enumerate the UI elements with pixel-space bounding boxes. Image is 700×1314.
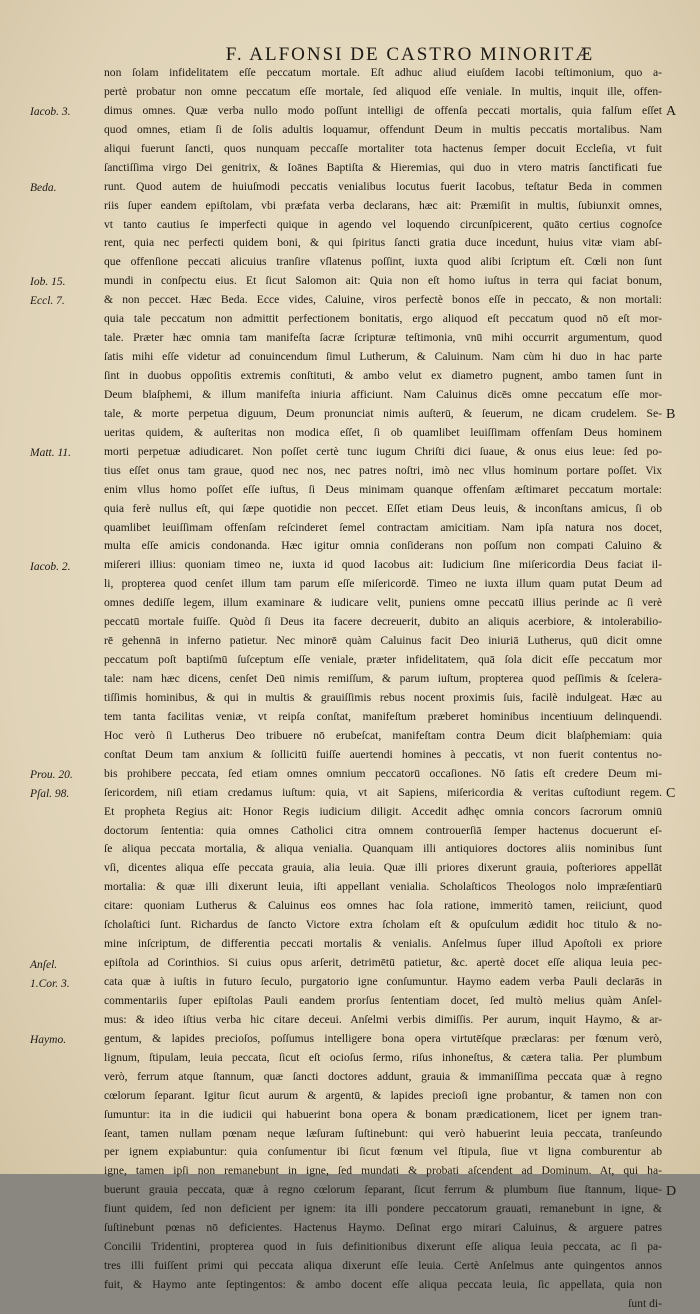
text-line: fiunt quidem, ſed non deficient per ignem: ita illi pondere peccatorum grauati, remanebunt in igne, & [104,1202,662,1216]
body-text [104,64,662,1314]
text-line: ſumuntur: ita in die iudicii qui habuerint bona opera & bonam prædicationem, licet per ignem tran- [104,1107,662,1121]
text-line: cœlorum ſeparant. Igitur ſicut aurum & argentū, & lapides precioſi igne probantur, & tamen non con [104,1088,662,1102]
text-line: tiſſimis hominibus, & qui in multis & grauiſſimis rebus nocent proximis ſuis, facilè indulgeat. Hæc au [104,690,662,704]
text-line: ſatis mihi eſſe videtur ad conuincendum ſimul Lutherum, & Caluinum. Nam cùm hi duo in hac parte [104,350,662,364]
text-line: lignum, ſtipulam, leuia peccata, ſicut eſt ocioſus ſermo, riſus inhoneſtus, & cætera talia. Per plumbum [104,1050,662,1064]
text-line: morti perpetuæ adiudicaret. Non poſſet certè tunc iugum Chriſti dici ſuaue, & onus eius leue: ſed po- [104,444,662,458]
text-line: igne, tamen ipſi non remanebunt in igne, ſed mundati & probati aſcendent ad Dominum. At, qui ha- [104,1164,662,1178]
text-line: cata quæ à iuſtis in futuro ſeculo, purgatorio igne conſumuntur. Haymo eadem verba Pauli declarās in [104,975,662,988]
text-line: Et propheta Regius ait: Honor Regis iudicium diligit. Accedit adhęc omnia concors ſacrorum omniū [104,804,662,818]
margin-reference: Anſel. [30,958,58,971]
margin-reference: Prou. 20. [30,769,73,782]
text-line: ſericordem, niſi etiam credamus iuſtum: quia, vt ait Sapiens, miſericordia & veritas cuſtodiunt regem. [104,785,662,799]
text-line: runt. Quod autem de huiuſmodi peccatis venialibus locutus fuerit Iacobus, teſtatur Beda in commen [104,179,662,193]
margin-reference: Iacob. 2. [30,560,71,573]
text-line: ueritas quidem, & auſteritas non modica eſſet, ſi ob quamlibet leuiſſimam offenſam Deus hominem [104,425,662,439]
text-line: aliqui fuerunt ſancti, quos nunquam peccaſſe mortaliter tota hactenus ſemper docuit Eccleſia, vt fuit [104,141,662,155]
text-line: ſunt di- [628,1296,662,1310]
margin-reference: Haymo. [30,1034,67,1047]
text-line: non ſolam infidelitatem eſſe peccatum mortale. Eſt adhuc aliud eiuſdem Iacobi teſtimonium, quo a- [104,66,662,79]
text-line: dimus omnes. Quæ verba nullo modo poſſunt intelligi de offenſa peccati mortalis, quia falſum eſſet [104,103,662,117]
running-header: F. ALFONSI DE CASTRO MINORITÆ [225,44,595,65]
section-letter: B [666,407,676,423]
text-line: buerunt grauia peccata, quæ à regno cœlorum ſeparant, ſicut ferrum & plumbum ſiue ſtannum, lique- [104,1183,662,1197]
text-line: miſereri illius: quoniam timeo ne, iuxta id quod Iacobus ait: Iudicium ſine miſericordia Deus faciat il- [104,558,662,572]
margin-reference: 1.Cor. 3. [30,977,70,990]
text-line: li, propterea quod cenſet illum tam parum eſſe miſericordē. Timeo ne iuxta illum quam putat Deum ad [104,577,662,591]
text-line: tale, & morte perpetua diguum, Deum pronunciat nimis auſterū, & ſeuerum, ne dicam crudelem. Se- [104,406,662,420]
text-line: verò, ferrum atque ſtannum, quæ ſancti doctores addunt, grauia & immaniſſima peccata quæ à regno [104,1069,662,1083]
text-line: quia ferè nullus eſt, qui ſæpe quotidie non peccet. Eſſet etiam Deus leuis, & inconſtans amicus, ſi ob [104,501,662,515]
margin-reference: Pſal. 98. [30,788,70,801]
text-line: rē gehennā in inferno patietur. Nec minorē quàm Caluinus facit Deo iniuriā Lutherus, quū dicit omne [104,634,662,648]
text-line: enim vllus homo poſſet eſſe iuſtus, ſi Deus minimam quanque offenſam æſtimaret peccatum mortale: [104,482,662,496]
text-line: vſi, dicentes aliqua eſſe peccata grauia, alia leuia. Quæ illi priores dixerunt grauia, poſteriores appellāt [104,861,662,875]
text-line: peccatum poſt baptiſmū ſuſceptum eſſe veniale, præter infidelitatem, quā ſola dicit eſſe peccatum mor [104,653,662,667]
text-line: tem tanta facilitas veniæ, vt reipſa conſtat, manifeſtum præberet hominibus incentiuum delinquendi. [104,709,662,723]
text-line: ſint in duobus oppoſitis extremis conſtituti, & ambo velut ex diametro pugnent, ambo tamen ſunt in [104,369,662,382]
margin-reference: Eccl. 7. [30,295,65,308]
text-line: riis ſuper eandem epiſtolam, vbi præfata verba declarans, hæc ait: Præmiſit in multis, ſubiunxit omnes, [104,198,662,212]
text-line: ſanctiſſima virgo Dei genitrix, & Ioānes Baptiſta & Hieremias, qui duo in vtero matris ſanctificati fue [104,160,662,174]
section-letter: C [666,786,676,802]
text-line: tius eſſet onus tam graue, quod nec nos, nec patres noſtri, imò nec vllus hominum portare poſſet. Vix [104,463,662,477]
text-line: & non peccet. Hæc Beda. Ecce vides, Caluine, viros perfectè bonos eſſe in peccato, & non mortali: [104,293,662,307]
text-line: Concilii Tridentini, propterea quod in ſuis definitionibus dixerunt eſſe aliqua leuia peccata, ac ſi pa- [104,1240,662,1254]
text-line: pertè probatur non omne peccatum eſſe mortale, ſed aliquod eſſe veniale. In multis, inquit ille, offen- [104,84,662,98]
text-line: que offenſione peccati alicuius tranſire vſlatenus poſſint, iuxta quod alibi ſcriptum eſt. Cœli non ſunt [104,255,662,269]
text-line: tale. Præter hæc omnia tam manifeſta ſacræ ſcripturæ teſtimonia, vnū mihi occurrit argumentum, quod [104,331,662,345]
section-letter: D [666,1184,677,1200]
text-line: multa eſſe amicis condonanda. Hæc igitur omnia conſiderans non poſſum non compati Caluino & [104,539,662,553]
text-line: omnes dediſſe legem, illum examinare & iudicare velit, puniens omne peccatū illius perinde ac ſi verè [104,596,662,610]
text-line: ſeant, tamen nullam pœnam neque læſuram ſuſtinebunt: qui verò habuerint leuia peccata, tranſeundo [104,1126,662,1140]
text-line: conſtat Deum tam anxium & ſollicitū fuiſſe auertendi homines à peccatis, vt non fuerit contentus no- [104,747,662,761]
text-line: ſuſtinebunt pœnas nō deficientes. Hactenus Haymo. Deſinat ergo mirari Caluinus, & arguere patres [104,1221,662,1235]
text-line: doctorum ſententia: quia omnes Catholici citra omnem controuerſiā ſemper hactenus docuerunt eſ- [104,823,662,837]
text-line: quia tale peccatum non admittit perfectionem bonitatis, ergo aliquod eſt peccatum quod nō eſt mor- [104,312,662,326]
margin-reference: Iob. 15. [30,276,66,289]
text-line: tres illi fuiſſent primi qui peccata aliqua dixerunt eſſe leuia. Certè Anſelmus ante quingentos annos [104,1259,662,1273]
text-line: Deum blaſphemi, & illum manifeſta iniuria afficiunt. Nam Caluinus dicēs omne peccatum eſſe mor- [104,387,662,401]
section-letter: A [666,103,677,119]
text-line: epiſtola ad Corinthios. Si cuius opus arſerit, detrimētū patietur, &c. apertè docet eſſe aliqua leuia pec- [104,956,662,970]
text-line: per ignem expiabuntur: quia conſumentur ibi ſicut fœnum vel ſtipula, ſiue vt ligna comburentur ab [104,1145,662,1159]
text-line: ſe aliqua peccata mortalia, & aliqua venialia. Quanquam illi antiquiores doctores aliis nominibus ſunt [104,842,662,856]
text-line: commentariis ſuper epiſtolas Pauli eandem prorſus ſententiam docet, ſed multò melius quàm Anſel- [104,993,662,1007]
text-line: citare: quoniam Lutherus & Caluinus eos omnes hac ſola ratione, immeritò tamen, reiiciunt, quod [104,899,662,913]
text-line: gentum, & lapides precioſos, poſſumus intelligere bona opera virtutēſque præclaras: per fœnum verò, [104,1031,662,1045]
text-line: quamlibet leuiſſimam offenſam reſcinderet ſemel contractam amicitiam. Nam ipſa natura nos docet, [104,520,662,534]
text-line: mortalia: & quæ illi dixerunt leuia, iſti appellant venialia. Scholaſticos Theologos nolo impræſentiarū [104,880,662,894]
margin-reference: Iacob. 3. [30,105,71,118]
text-line: bis prohibere peccata, ſed etiam omnes omnium peccatorū occaſiones. Nō ſatis eſt credere Deum mi- [104,766,662,780]
text-line: tale: nam hæc dicens, cenſet Deū nimis remiſſum, & parum iuſtum, propterea quod peſſimis & ſcelera- [104,672,662,685]
text-line: ſcholaſtici ſunt. Richardus de ſancto Victore extra ſcholam eſt & opuſculum ædidit hoc titulo & no- [104,918,662,932]
text-line: fuit, & Haymo ante ſeptingentos: & ambo docent eſſe aliqua peccata leuia, ſic appellata, quia non [104,1278,662,1291]
text-line: mus: & ideo iſtius verba hic citare deceui. Anſelmi verbis dimiſſis. Per aurum, inquit Haymo, & ar- [104,1012,662,1026]
text-line: mine inſcriptum, de differentia peccati mortalis & venialis. Anſelmus ſuper illud Apoſtoli ex priore [104,937,662,951]
text-line: quod omnes, etiam ſi de ſolis adultis loquamur, offendunt Deum in multis peccatis mortalibus. Nam [104,122,662,136]
text-line: vt tanto cautius ſe imperfecti quique in agendo vel loquendo circunſpicerent, quāto certius cognoſce [104,217,662,231]
margin-reference: Matt. 11. [30,447,71,459]
text-line: peccatū mortale fuiſſe. Quòd ſi Deus ita facere decreuerit, dubito an aliquis acerbiore, & intolerabilio- [104,615,662,629]
text-line: Hoc verò ſi Lutherus Deo tribuere nō erubeſcat, manifeſtam contra Deum dicit blaſphemiam: quia [104,728,662,742]
text-line: rent, quia nec perfecti quidem boni, & qui ſpiritus ſancti gratia duce incedunt, huius vitæ viam abſ- [104,236,662,250]
margin-reference: Beda. [30,181,57,194]
text-line: mundi in conſpectu eius. Et ſicut Salomon ait: Quia non eſt homo iuſtus in terra qui faciat bonum, [104,274,662,288]
